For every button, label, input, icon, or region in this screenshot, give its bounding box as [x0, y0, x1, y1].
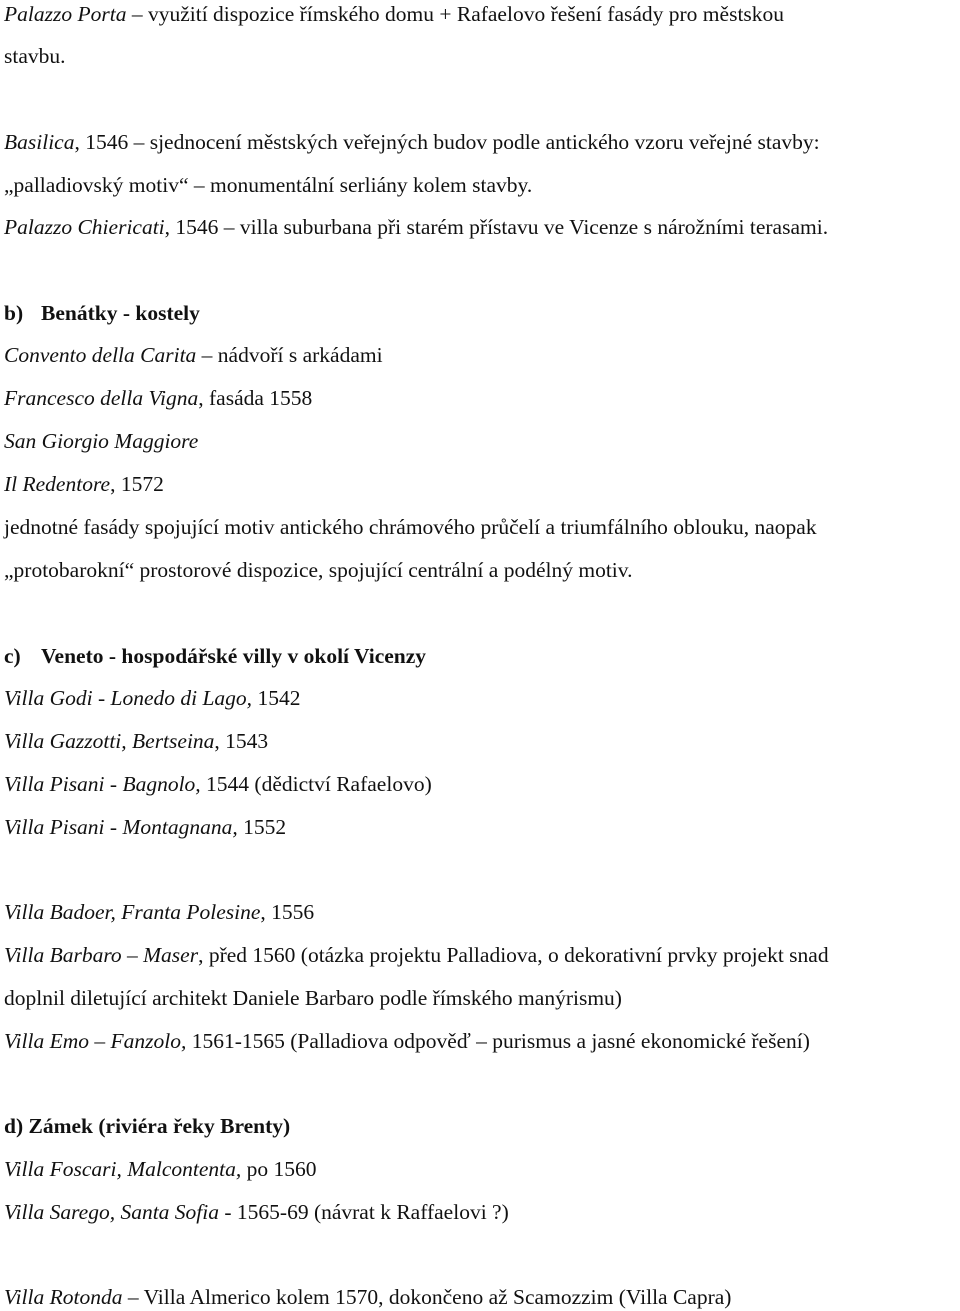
villa-barbaro-name: Villa Barbaro – Maser	[4, 943, 199, 967]
basilica-text: , 1546 – sjednocení městských veřejných budov podle antického vzoru veřejné stavby:	[74, 130, 820, 154]
villa-emo-name: Villa Emo – Fanzolo,	[4, 1029, 187, 1053]
villa-badoer-name: Villa Badoer, Franta Polesine	[4, 900, 261, 924]
villa-gazzotti-line	[4, 727, 268, 755]
villa-godi-text: 1542	[252, 686, 301, 710]
section-b-note-line-2: „protobarokní“ prostorové dispozice, spojující centrální a podélný motiv.	[4, 558, 633, 582]
villa-pisani-bagnolo-name: Villa Pisani - Bagnolo,	[4, 772, 201, 796]
villa-emo-text: 1561-1565 (Palladiova odpověď – purismus a jasné ekonomické řešení)	[186, 1029, 810, 1053]
palazzo-porta-line-2: stavbu.	[4, 44, 66, 68]
villa-gazzotti-name: Villa Gazzotti, Bertseina	[4, 729, 215, 753]
villa-pisani-montagnana-name: Villa Pisani - Montagnana,	[4, 815, 238, 839]
villa-foscari-name: Villa Foscari, Malcontenta,	[4, 1157, 242, 1181]
villa-barbaro-text: , před 1560 (otázka projektu Palladiova, o dekorativní prvky projekt snad	[198, 943, 829, 967]
palazzo-porta-name: Palazzo Porta	[4, 2, 127, 26]
section-b-title: Benátky - kostely	[41, 301, 200, 325]
basilica-line-1	[4, 128, 820, 156]
villa-sarego-text: - 1565-69 (návrat k Raffaelovi ?)	[219, 1200, 509, 1224]
villa-barbaro-line-2: doplnil diletující architekt Daniele Barbaro podle římského manýrismu)	[4, 986, 622, 1010]
villa-emo-line	[4, 1027, 810, 1055]
basilica-line-2: „palladiovský motiv“ – monumentální serliány kolem stavby.	[4, 173, 533, 197]
palazzo-chiericati-line	[4, 213, 828, 241]
villa-pisani-montagnana-line	[4, 813, 286, 841]
villa-rotonda-name: Villa Rotonda	[4, 1285, 123, 1309]
villa-sarego-line	[4, 1198, 509, 1226]
villa-godi-name: Villa Godi - Lonedo di Lago,	[4, 686, 253, 710]
villa-rotonda-line	[4, 1283, 731, 1311]
section-c-title: Veneto - hospodářské villy v okolí Vicenzy	[41, 644, 427, 668]
villa-sarego-name: Villa Sarego, Santa Sofia	[4, 1200, 219, 1224]
villa-pisani-montagnana-text: 1552	[237, 815, 287, 839]
villa-foscari-line	[4, 1155, 317, 1183]
villa-badoer-text: , 1556	[260, 900, 315, 924]
villa-gazzotti-text: , 1543	[214, 729, 269, 753]
francesco-della-vigna-name: Francesco della Vigna	[4, 386, 199, 410]
section-b-note-line-1: jednotné fasády spojující motiv antického chrámového průčelí a triumfálního oblouku, naopak	[4, 515, 817, 539]
villa-foscari-text: po 1560	[241, 1157, 317, 1181]
palazzo-chiericati-name: Palazzo Chiericati	[4, 215, 165, 239]
section-d-heading: d) Zámek (riviéra řeky Brenty)	[4, 1114, 291, 1138]
il-redentore-line	[4, 470, 164, 498]
villa-badoer-line	[4, 898, 314, 926]
villa-barbaro-line-1	[4, 941, 829, 969]
section-c-letter: c)	[4, 644, 21, 668]
section-b-heading	[4, 299, 200, 327]
francesco-della-vigna-text: , fasáda 1558	[198, 386, 313, 410]
basilica-name: Basilica	[4, 130, 75, 154]
section-b-letter: b)	[4, 301, 24, 325]
convento-della-carita-line	[4, 341, 383, 369]
convento-della-carita-text: – nádvoří s arkádami	[196, 343, 383, 367]
san-giorgio-maggiore-line: San Giorgio Maggiore	[4, 429, 199, 453]
il-redentore-text: , 1572	[110, 472, 164, 496]
villa-pisani-bagnolo-line	[4, 770, 432, 798]
villa-pisani-bagnolo-text: 1544 (dědictví Rafaelovo)	[200, 772, 432, 796]
villa-godi-line	[4, 684, 300, 712]
palazzo-chiericati-text: , 1546 – villa suburbana při starém přístavu ve Vicenze s nárožními terasami.	[164, 215, 829, 239]
francesco-della-vigna-line	[4, 384, 312, 412]
palazzo-porta-text: – využití dispozice římského domu + Rafaelovo řešení fasády pro městskou	[126, 2, 785, 26]
villa-rotonda-text: – Villa Almerico kolem 1570, dokončeno až Scamozzim (Villa Capra)	[122, 1285, 732, 1309]
il-redentore-name: Il Redentore	[4, 472, 111, 496]
convento-della-carita-name: Convento della Carita	[4, 343, 197, 367]
palazzo-porta-line-1	[4, 0, 784, 28]
section-c-heading	[4, 642, 426, 670]
